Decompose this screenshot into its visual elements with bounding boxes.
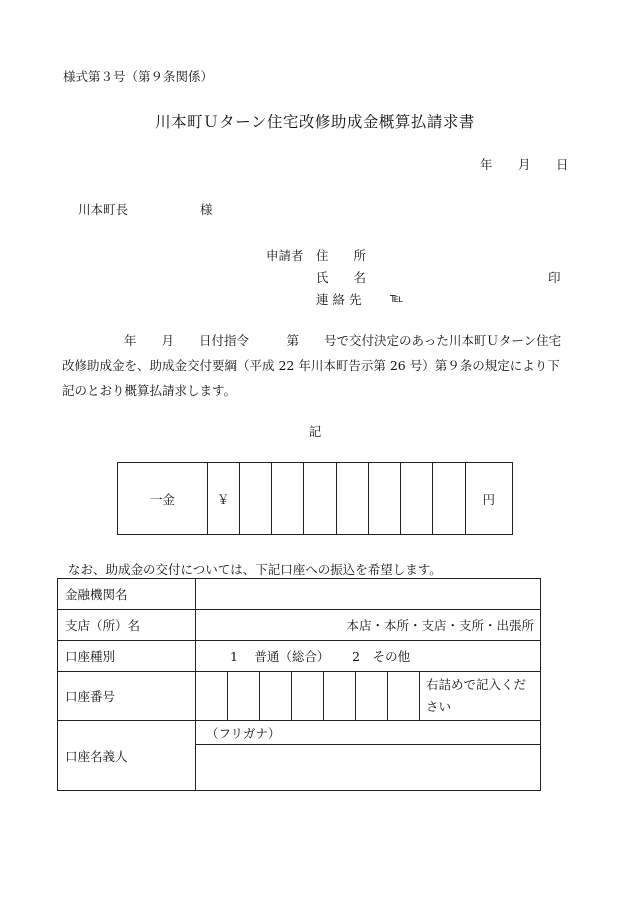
transfer-note: なお、助成金の交付については、下記口座への振込を希望します。 (68, 562, 442, 577)
yen-mark: ￥ (207, 463, 239, 535)
name-label: 氏 名 (316, 270, 367, 285)
account-digit-cell[interactable] (292, 672, 324, 720)
institution-field[interactable] (196, 579, 541, 610)
seal-mark: 印 (548, 270, 561, 285)
paragraph-line-1: 年 月 日付指令 第 号で交付決定のあった川本町Ｕターン住宅 (124, 333, 562, 348)
amount-digit-cell[interactable] (304, 463, 336, 535)
ki-heading: 記 (308, 424, 322, 439)
request-paragraph (62, 328, 570, 403)
amount-digit-cell[interactable] (401, 463, 433, 535)
paragraph-line-2: 改修助成金を、助成金交付要綱（平成 22 年川本町告示第 26 号）第９条の規定により下 (62, 358, 560, 373)
account-digit-cell[interactable] (356, 672, 388, 720)
institution-label: 金融機関名 (58, 579, 196, 610)
account-number-label: 口座番号 (58, 672, 196, 721)
tel-icon: ℡ (390, 290, 404, 305)
account-number-note: 右詰めで記入ください (426, 677, 527, 714)
account-digit-cell[interactable] (324, 672, 356, 720)
account-type-options[interactable]: 1 普通（総合） 2 その他 (196, 641, 541, 672)
holder-label: 口座名義人 (58, 721, 196, 791)
date-year: 年 (480, 157, 493, 172)
amount-digit-cell[interactable] (433, 463, 465, 535)
addressee-name: 川本町長 (78, 202, 129, 217)
date-day: 日 (556, 157, 569, 172)
holder-name-field[interactable] (196, 745, 541, 791)
amount-label: 一金 (118, 463, 208, 535)
contact-label: 連 絡 先 (316, 292, 362, 307)
account-digit-cell[interactable] (196, 672, 228, 720)
amount-digit-cell[interactable] (368, 463, 400, 535)
addressee-honorific: 様 (200, 202, 213, 217)
amount-digit-cell[interactable] (272, 463, 304, 535)
date-month: 月 (518, 157, 531, 172)
amount-digit-cell[interactable] (336, 463, 368, 535)
page-title: 川本町Ｕターン住宅改修助成金概算払請求書 (155, 113, 475, 131)
yen-unit: 円 (465, 463, 512, 535)
address-label: 住 所 (316, 248, 367, 263)
amount-table (117, 462, 513, 535)
account-digit-cell[interactable] (228, 672, 260, 720)
account-number-grid (196, 672, 540, 720)
amount-digit-cell[interactable] (239, 463, 271, 535)
account-digit-cell[interactable] (260, 672, 292, 720)
branch-options[interactable]: 本店・本所・支店・支所・出張所 (196, 610, 541, 641)
furigana-label: （フリガナ） (196, 721, 541, 745)
form-number: 様式第３号（第９条関係） (63, 69, 214, 84)
bank-account-table (57, 578, 541, 791)
applicant-label: 申請者 (266, 248, 304, 263)
branch-label: 支店（所）名 (58, 610, 196, 641)
paragraph-line-3: 記のとおり概算払請求します。 (62, 383, 237, 398)
account-type-label: 口座種別 (58, 641, 196, 672)
account-digit-cell[interactable] (388, 672, 420, 720)
